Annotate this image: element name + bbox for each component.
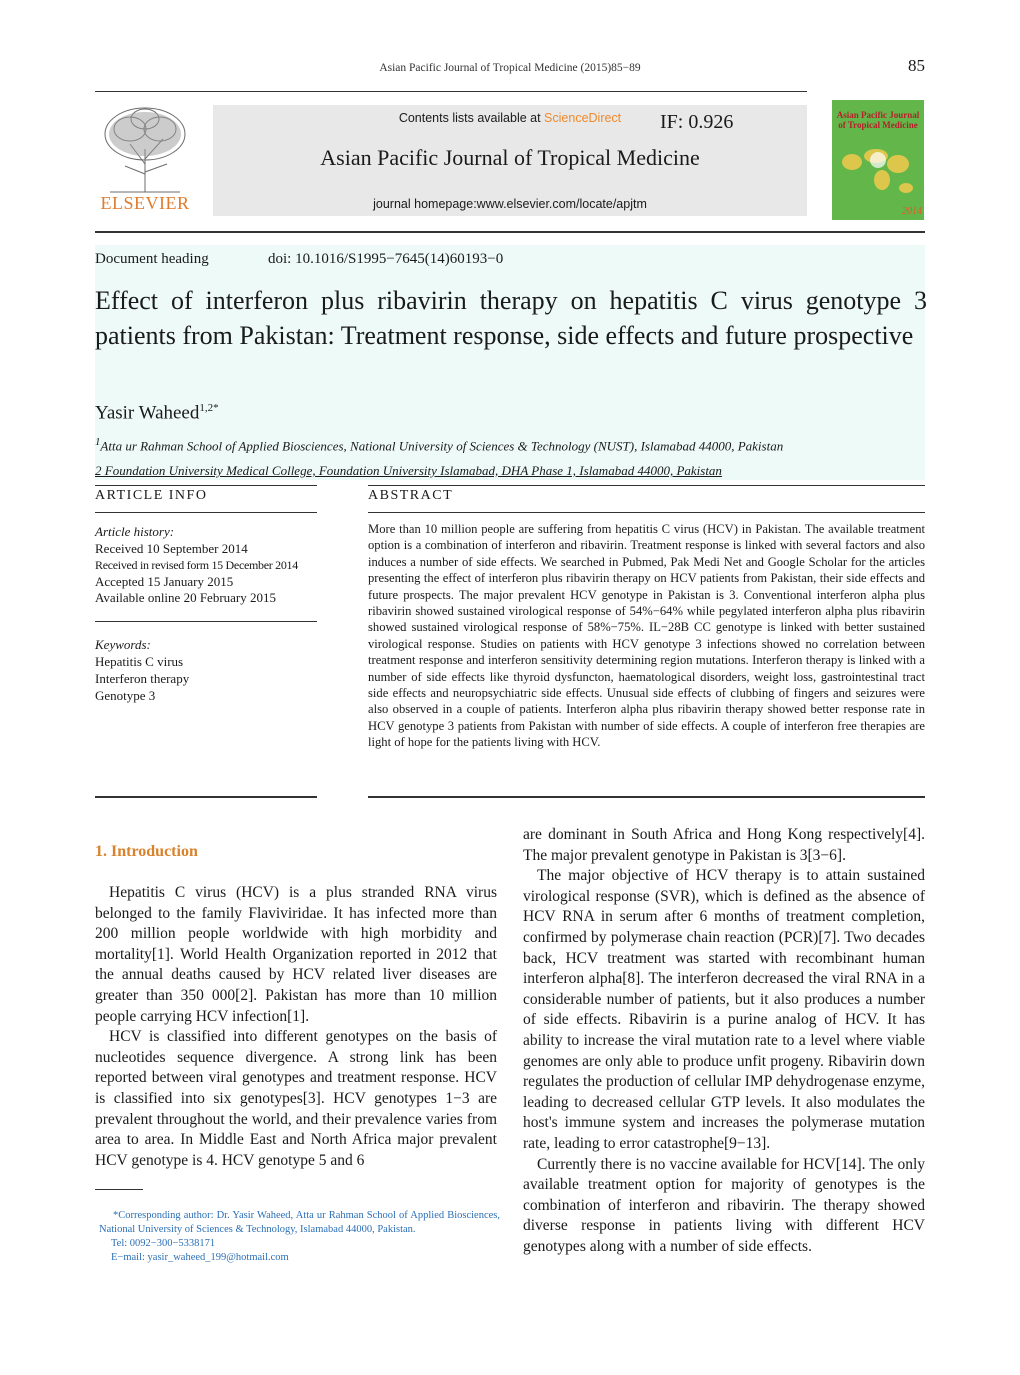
- affiliation-1: [95, 436, 783, 454]
- journal-reference: Asian Pacific Journal of Tropical Medicine (2015)85−89: [379, 62, 641, 74]
- tree-icon: [95, 104, 195, 194]
- abstract-top-rule: [368, 485, 925, 486]
- sciencedirect-link[interactable]: ScienceDirect: [544, 111, 622, 125]
- cover-map-icon: [832, 100, 924, 220]
- affiliation-2: 2 Foundation University Medical College, Foundation University Islamabad, DHA Phase 1, Islamabad 44000, Pakistan: [95, 463, 722, 478]
- article-info-rule: [95, 512, 317, 513]
- elsevier-wordmark: ELSEVIER: [100, 193, 190, 213]
- keywords-rule: [95, 621, 317, 622]
- svg-text:2014: 2014: [902, 206, 922, 217]
- keyword-item: Interferon therapy: [95, 671, 190, 686]
- cover-title: Asian Pacific Journal of Tropical Medicine: [836, 110, 920, 130]
- author: [95, 402, 219, 424]
- accepted-date: Accepted 15 January 2015: [95, 573, 234, 589]
- keywords-label: Keywords:: [95, 637, 151, 652]
- abstract-bottom-rule: [368, 796, 925, 798]
- journal-name: Asian Pacific Journal of Tropical Medicine: [320, 145, 700, 170]
- intro-paragraph: HCV is classified into different genotypes on the basis of nucleotides sequence divergence. A strong link has been reported between viral genotypes and treatment response. HCV is classified into six genotypes[3]. HCV genotypes 1−3 are prevalent throughout the world, and their prevalence varies from area to area. In Middle East and North Africa major prevalent HCV genotype is 4. HCV genotype 5 and 6: [95, 1028, 497, 1169]
- keyword-item: Hepatitis C virus: [95, 654, 184, 669]
- doi[interactable]: doi: 10.1016/S1995−7645(14)60193−0: [268, 251, 504, 267]
- header-rule: [95, 91, 807, 92]
- intro-paragraph: are dominant in South Africa and Hong Kong respectively[4]. The major prevalent genotype in Pakistan is 3[3−6].: [523, 826, 925, 864]
- footnote-rule: [95, 1189, 143, 1190]
- journal-cover[interactable]: [832, 100, 924, 220]
- corresponding-author: *Corresponding author: Dr. Yasir Waheed, Atta ur Rahman School of Applied Biosciences, National University of Sciences & Technology, Islamabad 44000, Pakistan.: [99, 1210, 500, 1235]
- affiliation-1-text: Atta ur Rahman School of Applied Biosciences, National University of Sciences & Technology (NUST), Islamabad 44000, Pakistan: [100, 438, 784, 454]
- footnote: [99, 1209, 500, 1265]
- intro-paragraph: The major objective of HCV therapy is to attain sustained virological response (SVR), which is defined as the absence of HCV RNA in serum after 6 months of treatment completion, confirmed by polymerase chain reaction (PCR)[7]. Two decades back, HCV treatment was started with recombinant human interferon alpha[8]. The interferon decreased the viral RNA in a considerable number of patients, but it also produces a number of side effects. Ribavirin is a purine analog of HCV. It has ability to increase the viral mutation rate to a level where viable genomes are only able to produce unfit progeny. Ribavirin down regulates the production of cellular IMP dehydrogenase enzyme, leading to decreased cellular GTP levels. It also modulates the host's immune system and increases the polymerase mutation rate, leading to error catastrophe[9−13].: [523, 867, 925, 1152]
- journal-header-box: [213, 105, 807, 216]
- journal-homepage[interactable]: journal homepage:www.elsevier.com/locate/apjtm: [373, 197, 647, 211]
- online-date: Available online 20 February 2015: [95, 590, 276, 605]
- keyword-item: Genotype 3: [95, 688, 156, 703]
- article-title: Effect of interferon plus ribavirin therapy on hepatitis C virus genotype 3 patients from Pakistan: Treatment response, side effects and future prospective: [95, 286, 927, 350]
- document-heading: Document heading: [95, 251, 209, 267]
- received-date: Received 10 September 2014: [95, 540, 248, 556]
- article-info-top-rule: [95, 485, 317, 486]
- impact-factor: IF: 0.926: [660, 111, 734, 133]
- author-name: Yasir Waheed: [95, 402, 200, 424]
- header-thick-rule: [95, 231, 925, 233]
- intro-left-column: [95, 883, 497, 1171]
- abstract-heading: ABSTRACT: [368, 488, 454, 503]
- article-history: [95, 524, 298, 607]
- elsevier-logo[interactable]: [95, 104, 195, 216]
- page-number: 85: [908, 56, 925, 75]
- author-sup: 1,2*: [199, 402, 219, 414]
- email[interactable]: E−mail: yasir_waheed_199@hotmail.com: [111, 1252, 289, 1263]
- abstract-rule: [368, 512, 925, 513]
- revised-date: Received in revised form 15 December 2014: [95, 558, 298, 572]
- telephone: Tel: 0092−300−5338171: [111, 1238, 216, 1249]
- article-info-bottom-rule: [95, 796, 317, 798]
- intro-paragraph: Hepatitis C virus (HCV) is a plus stranded RNA virus belonged to the family Flaviviridae. It has infected more than 200 million people worldwide with high morbidity and mortality[1]. World Health Organization reported in 2012 that the annual deaths caused by HCV related liver diseases are greater than 350 000[2]. Pakistan has more than 10 million people carrying HCV infection[1].: [95, 884, 497, 1025]
- affiliation-1-sup: 1: [95, 436, 101, 448]
- contents-prefix: Contents lists available at: [398, 111, 545, 125]
- intro-paragraph: Currently there is no vaccine available for HCV[14]. The only available treatment option for majority of genotypes is the combination of interferon and ribavirin. The therapy showed diverse response in patients living with different HCV genotypes along with a number of side effects.: [523, 1155, 925, 1255]
- article-info-heading: ARTICLE INFO: [95, 488, 208, 503]
- intro-right-column: [523, 825, 925, 1257]
- abstract-text: More than 10 million people are suffering from hepatitis C virus (HCV) in Pakistan. The available treatment option is a combination of interferon and ribavirin. Treatment response is linked with several factors and also induces a number of side effects. We searched in Pubmed, Pak Medi Net and Google Scholar for the articles presenting the effect of interferon plus ribavirin therapy on HCV patients from Pakistan, their side effects and future prospects. The major prevalent HCV genotype in Pakistan is 3. Conventional interferon alpha plus ribavirin showed sustained virological response of 54%−64% while pegylated interferon alpha plus ribavirin showed sustained virological response of 58%−75%. IL−28B CC genotype is linked with better sustained virological response. Studies on patients with HCV genotype 3 infections showed no correlation between treatment response and interferon sensitivity determining region mutations. Interferon therapy is linked with a number of side effects like thyroid dysfuncton, haematological disorders, weight loss, gastrointestinal tract side effects and neuropsychiatric side effects. Unusual side effects of clubbing of fingers and seizures were also observed in a couple of patients. Interferon alpha plus ribavirin therapy showed better response rate in HCV genotype 3 patients from Pakistan with number of side effects. A couple of interferon free therapies are light of hope for the patients living with HCV.: [368, 522, 925, 750]
- keywords: [95, 636, 189, 704]
- intro-heading: 1. Introduction: [95, 843, 198, 860]
- history-label: Article history:: [95, 524, 175, 539]
